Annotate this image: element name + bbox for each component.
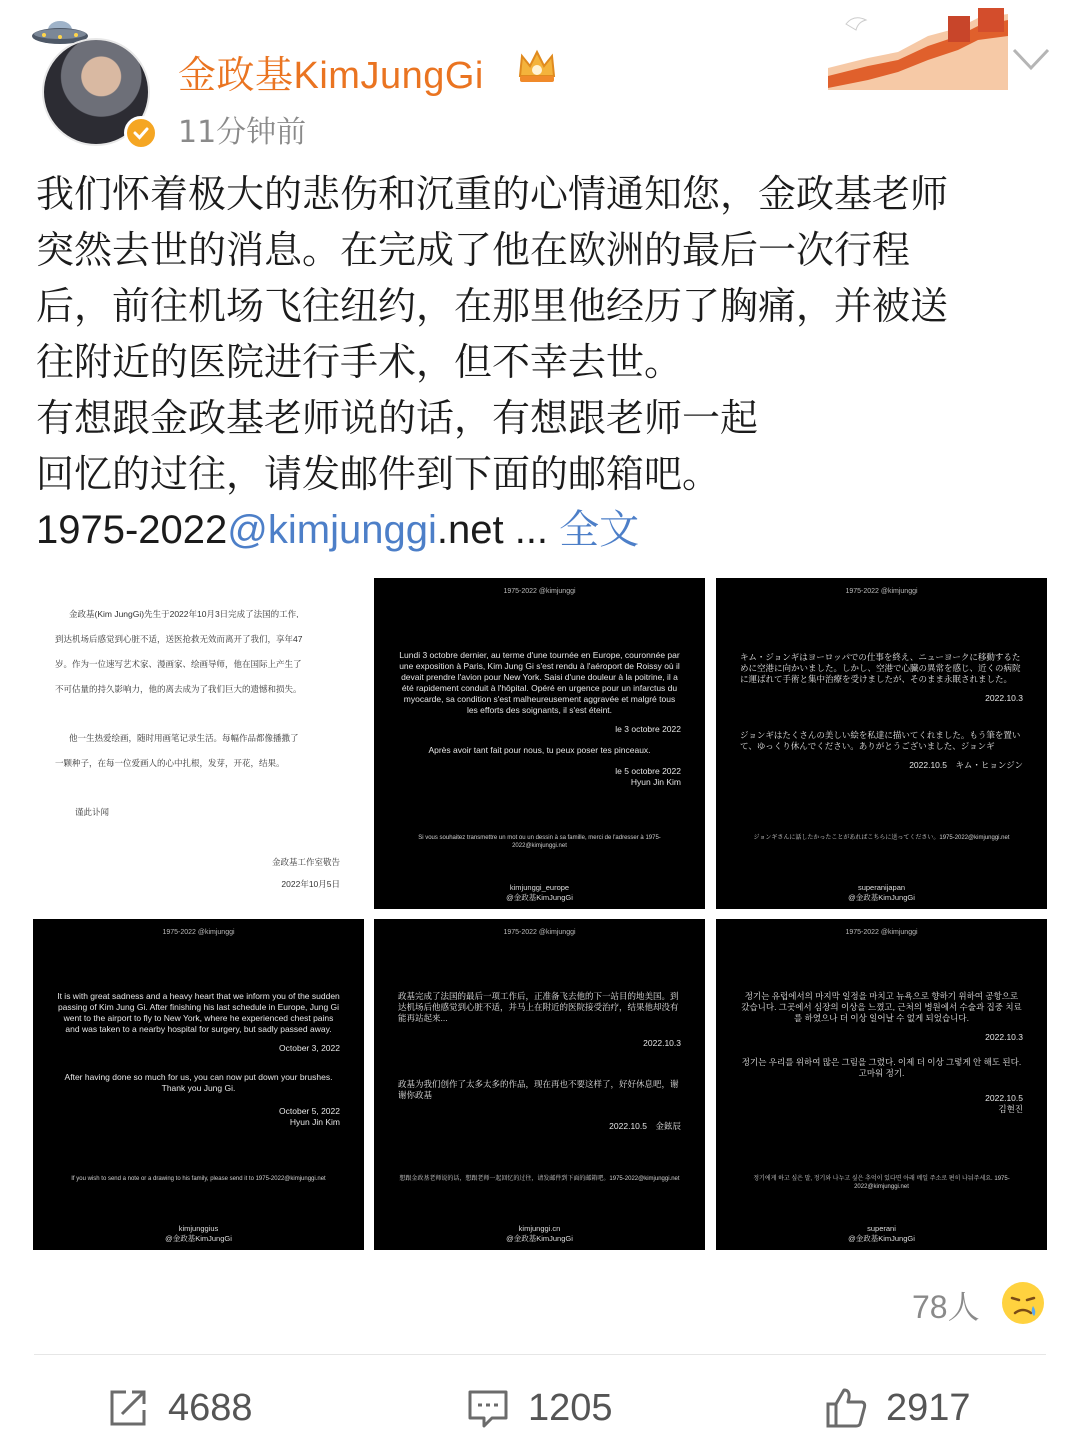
tile-footer bbox=[374, 1224, 705, 1244]
tile-date: October 3, 2022 bbox=[279, 1043, 340, 1053]
tile-weibo-handle: @金政基KimJungGi bbox=[848, 1234, 915, 1243]
tile-date: 2022.10.5 bbox=[985, 1093, 1023, 1103]
tile-sign: Hyun Jin Kim bbox=[289, 1117, 340, 1127]
tile-paragraph: 政基为我们创作了太多太多的作品，现在再也不要这样了，好好休息吧，谢谢你政基 bbox=[398, 1079, 679, 1100]
tile-account: kimjunggi_europe bbox=[509, 883, 570, 892]
verified-badge-icon bbox=[124, 116, 158, 150]
tile-note: 想跟金政基老师说的话，想跟老师一起回忆的过往，请发邮件到下面的邮箱吧。1975-2022@kimjunggi.net bbox=[399, 1176, 680, 1182]
tile-header: 1975-2022 @kimjunggi bbox=[162, 929, 235, 936]
image-tile-chinese-notice[interactable] bbox=[33, 578, 364, 909]
tile-footer bbox=[716, 883, 1047, 903]
tile-account: superanijapan bbox=[857, 883, 906, 892]
tile-footer bbox=[374, 883, 705, 903]
tile-header: 1975-2022 @kimjunggi bbox=[503, 588, 576, 595]
tile-header: 1975-2022 @kimjunggi bbox=[503, 929, 576, 936]
tile-paragraph: It is with great sadness and a heavy heart that we inform you of the sudden passing of Kim Jung Gi. After finishing his last schedule in Europe, Jung Gi went to the airport to fly to New York, where he experienced chest pains and was taken to a nearby hospital for surgery, but sadly passed away. bbox=[57, 991, 340, 1034]
notice-line: 岁。作为一位速写艺术家、漫画家、绘画导师，他在国际上产生了 bbox=[55, 659, 302, 669]
post-timestamp: 11分钟前 bbox=[178, 115, 307, 150]
image-tile-english[interactable] bbox=[33, 919, 364, 1250]
signature-line: 金政基工作室敬告 bbox=[271, 857, 340, 867]
signature-date: 2022年10月5日 bbox=[281, 879, 340, 889]
tile-account: superani bbox=[867, 1224, 896, 1233]
tile-paragraph: ジョンギはたくさんの美しい絵を私達に描いてくれました。もう筆を置いて、ゆっくり休んでください。ありがとうございました、ジョンギ bbox=[740, 730, 1021, 751]
tile-note: Si vous souhaitez transmettre un mot ou un dessin à sa famille, merci de l'adresser à 1975-2022@kimjunggi.net bbox=[418, 835, 661, 849]
avatar-container[interactable] bbox=[30, 18, 170, 146]
tile-date: le 5 octobre 2022 bbox=[615, 766, 681, 776]
tile-body bbox=[57, 991, 340, 1128]
post-text bbox=[36, 166, 1046, 558]
tile-account: kimjunggius bbox=[178, 1224, 219, 1233]
tile-date: 2022.10.3 bbox=[985, 693, 1023, 703]
tile-date: 2022.10.3 bbox=[643, 1038, 681, 1048]
repost-count: 4688 bbox=[168, 1386, 253, 1429]
tile-sign: Hyun Jin Kim bbox=[630, 777, 681, 787]
mention-link[interactable]: @kimjunggi bbox=[227, 508, 437, 552]
email-suffix: .net ... bbox=[436, 508, 549, 552]
image-grid bbox=[33, 578, 1047, 1250]
tile-weibo-handle: @金政基KimJungGi bbox=[506, 1234, 573, 1243]
tile-note: ジョンギさんに話したかったことがあればこちらに送ってください。1975-2022@kimjunggi.net bbox=[753, 835, 1010, 841]
tile-body bbox=[740, 991, 1023, 1115]
notice-line: 到达机场后感觉到心脏不适，送医抢救无效而离开了我们，享年47 bbox=[55, 634, 303, 644]
vip-crown-icon bbox=[516, 46, 558, 86]
tile-body bbox=[398, 991, 681, 1132]
tile-paragraph: 政基完成了法国的最后一项工作后，正准备飞去他的下一站目的地美国。到达机场后他感觉到心脏不适，并马上在附近的医院接受治疗，结果他却没有能再站起来... bbox=[398, 991, 679, 1023]
post-line: 突然去世的消息。在完成了他在欧洲的最后一次行程 bbox=[36, 228, 911, 272]
tile-footer bbox=[716, 1224, 1047, 1244]
great-wall-decoration-icon bbox=[828, 6, 1008, 90]
tile-weibo-handle: @金政基KimJungGi bbox=[506, 893, 573, 902]
notice-line: 谨此讣闻 bbox=[75, 807, 110, 817]
divider bbox=[34, 1354, 1046, 1355]
email-prefix: 1975-2022 bbox=[36, 508, 228, 552]
tile-header: 1975-2022 @kimjunggi bbox=[845, 588, 918, 595]
repost-button[interactable] bbox=[106, 1380, 253, 1436]
post-header bbox=[0, 0, 1080, 160]
sad-face-emoji-icon[interactable] bbox=[1000, 1280, 1046, 1326]
reaction-count[interactable]: 78人 bbox=[912, 1289, 980, 1325]
email-line bbox=[36, 502, 1046, 558]
tile-paragraph: After having done so much for us, you can now put down your brushes. Thank you Jung Gi. bbox=[64, 1072, 333, 1093]
tile-weibo-handle: @金政基KimJungGi bbox=[165, 1234, 232, 1243]
image-tile-japanese[interactable] bbox=[716, 578, 1047, 909]
post-line: 回忆的过往，请发邮件到下面的邮箱吧。 bbox=[36, 452, 721, 496]
post-line: 有想跟金政基老师说的话，有想跟老师一起 bbox=[36, 396, 759, 440]
tile-paragraph: Après avoir tant fait pour nous, tu peux poser tes pinceaux. bbox=[428, 745, 651, 755]
tile-date: 2022.10.5 金鉉辰 bbox=[609, 1121, 681, 1131]
notice-signature bbox=[272, 851, 340, 895]
notice-line: 不可估量的持久影响力，他的离去成为了我们巨大的遗憾和损失。 bbox=[55, 684, 302, 694]
comment-button[interactable] bbox=[466, 1380, 613, 1436]
tile-body bbox=[740, 652, 1023, 771]
tile-account: kimjunggi.cn bbox=[518, 1224, 561, 1233]
tile-header: 1975-2022 @kimjunggi bbox=[845, 929, 918, 936]
chevron-down-icon[interactable] bbox=[1008, 42, 1054, 76]
tile-note: 정기에게 하고 싶은 말, 정기와 나누고 싶은 추억이 있다면 아래 메일 주소로 편히 나눠주세요. 1975-2022@kimjunggi.net bbox=[753, 1176, 1010, 1190]
notice-line: 他一生热爱绘画，随时用画笔记录生活。每幅作品都像播撒了 bbox=[69, 733, 299, 743]
tile-body bbox=[398, 650, 681, 788]
notice-text bbox=[55, 602, 342, 825]
tile-note: If you wish to send a note or a drawing to his family, please send it to 1975-2022@kimjunggi.net bbox=[71, 1176, 326, 1182]
tile-date: 2022.10.5 キム・ヒョンジン bbox=[909, 760, 1023, 770]
post-line: 往附近的医院进行手术，但不幸去世。 bbox=[36, 340, 683, 384]
like-count: 2917 bbox=[886, 1386, 971, 1429]
tile-date: October 5, 2022 bbox=[279, 1106, 340, 1116]
username[interactable]: 金政基KimJungGi bbox=[178, 55, 484, 97]
tile-date: le 3 octobre 2022 bbox=[615, 724, 681, 734]
comment-icon bbox=[466, 1386, 510, 1430]
post-line: 我们怀着极大的悲伤和沉重的心情通知您，金政基老师 bbox=[36, 172, 949, 216]
image-tile-french[interactable] bbox=[374, 578, 705, 909]
tile-footer bbox=[33, 1224, 364, 1244]
tile-paragraph: 정기는 유럽에서의 마지막 일정을 마치고 뉴욕으로 향하기 위하여 공항으로 갔습니다. 그곳에서 심장의 이상을 느꼈고, 근처의 병원에서 수술과 집중 치료를 하였으나 더 이상 일어날 수 없게 되었습니다. bbox=[741, 991, 1022, 1023]
tile-weibo-handle: @金政基KimJungGi bbox=[848, 893, 915, 902]
thumbs-up-icon bbox=[824, 1386, 868, 1430]
like-button[interactable] bbox=[824, 1380, 971, 1436]
tile-paragraph: Lundi 3 octobre dernier, au terme d'une tournée en Europe, couronnée par une exposition à Paris, Kim Jung Gi s'est rendu à l'aéroport de Roissy où il devait prendre l'avion pour New York. Saisi d'une douleur à la poitrine, il a été rapidement conduit à l'hôpital. Opéré en urgence pour un infarctus du myocarde, sa condition s'est malheureusement aggravée et malgré tous les efforts des soignants, il s'est éteint. bbox=[399, 650, 680, 715]
tile-paragraph: キム・ジョンギはヨーロッパでの仕事を終え、ニューヨークに移動するために空港に向かいました。しかし、空港で心臓の異常を感じ、近くの病院に運ばれて手術と集中治療を受けましたが、そのまま永眠されました。 bbox=[740, 652, 1021, 684]
notice-line: 金政基(Kim JungGi)先生于2022年10月3日完成了法国的工作, bbox=[69, 609, 299, 619]
share-icon bbox=[106, 1386, 150, 1430]
tile-date: 2022.10.3 bbox=[985, 1032, 1023, 1042]
tile-sign: 김현진 bbox=[998, 1104, 1023, 1114]
post-line: 后，前往机场飞往纽约，在那里他经历了胸痛，并被送 bbox=[36, 284, 949, 328]
comment-count: 1205 bbox=[528, 1386, 613, 1429]
image-tile-chinese[interactable] bbox=[374, 919, 705, 1250]
expand-full-text-link[interactable]: 全文 bbox=[559, 508, 640, 552]
notice-line: 一颗种子，在每一位爱画人的心中扎根，发芽，开花，结果。 bbox=[55, 758, 285, 768]
image-tile-korean[interactable] bbox=[716, 919, 1047, 1250]
tile-paragraph: 정기는 우리를 위하여 많은 그림을 그렸다. 이제 더 이상 그렇게 안 해도 된다. 고마워 정기. bbox=[741, 1057, 1022, 1078]
